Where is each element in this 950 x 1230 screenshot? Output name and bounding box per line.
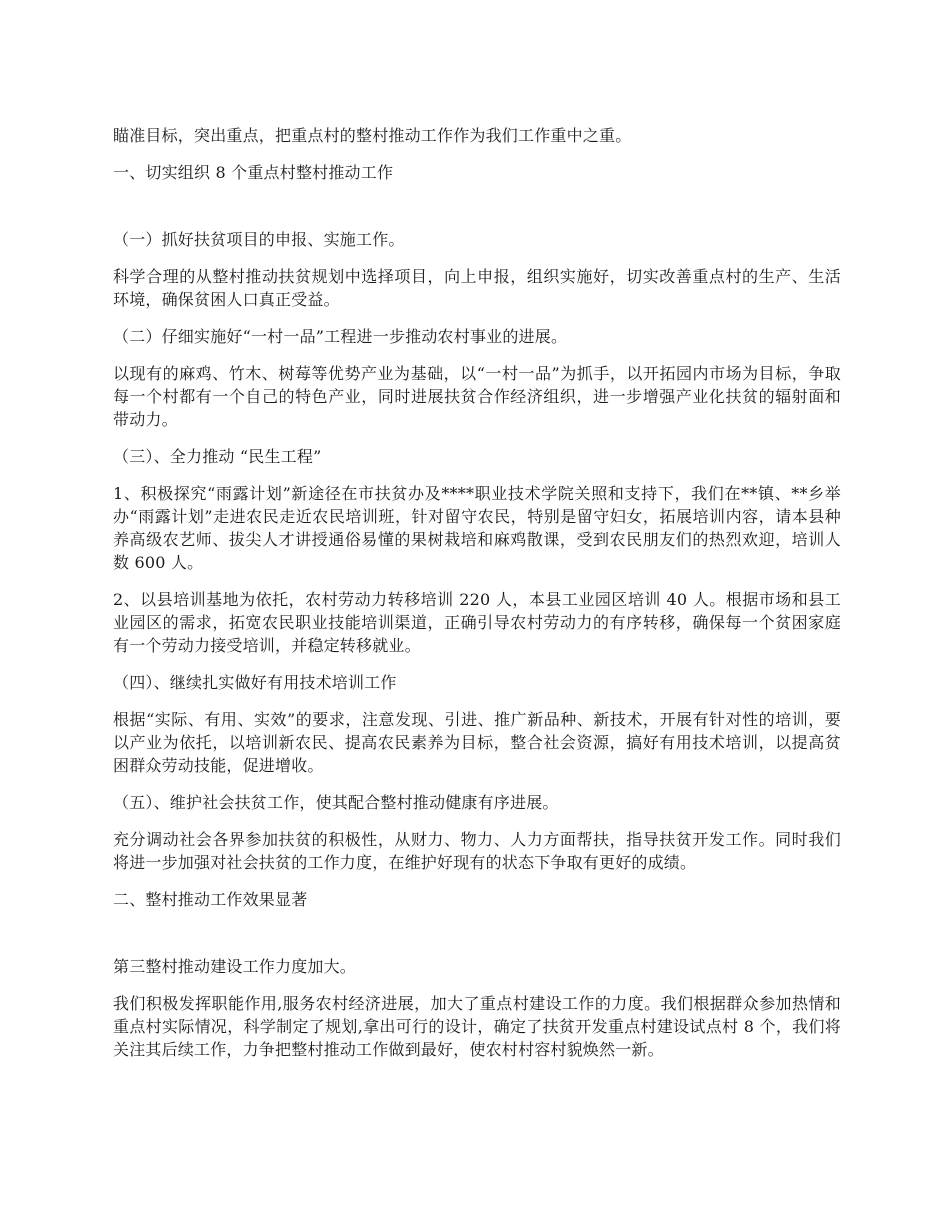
subsection-heading-2: （二）仔细实施好“一村一品”工程进一步推动农村事业的进展。 (113, 327, 568, 346)
paragraph-body: 我们积极发挥职能作用,服务农村经济进展，加大了重点村建设工作的力度。我们根据群众参加热情和重点村实际情况，科学制定了规划,拿出可行的设计，确定了扶贫开发重点村建设试点村 8 个，我们将关注其后续工作，力争把整村推动工作做到最好，使农村村容村貌焕然一新。 (113, 994, 841, 1059)
paragraph-intro: 瞄准目标，突出重点，把重点村的整村推动工作作为我们工作重中之重。 (113, 126, 632, 145)
document-body (113, 124, 841, 1075)
subsection-heading-3: （三）、全力推动 “民生工程” (113, 447, 322, 466)
subsection-heading-4: （四）、继续扎实做好有用技术培训工作 (113, 673, 397, 692)
paragraph-body: 充分调动社会各界参加扶贫的积极性，从财力、物力、人力方面帮扶，指导扶贫开发工作。同时我们将进一步加强对社会扶贫的工作力度，在维护好现有的状态下争取有更好的成绩。 (113, 830, 841, 872)
paragraph-body: 根据“实际、有用、实效”的要求，注意发现、引进、推广新品种、新技术，开展有针对性的培训，要以产业为依托，以培训新农民、提高农民素养为目标，整合社会资源，搞好有用技术培训，以提高贫困群众劳动技能，促进增收。 (113, 710, 841, 775)
subsection-heading-5: （五）、维护社会扶贫工作，使其配合整村推动健康有序进展。 (113, 793, 559, 812)
paragraph-body: 以现有的麻鸡、竹木、树莓等优势产业为基础，以“一村一品”为抓手，以开拓园内市场为目标，争取每一个村都有一个自己的特色产业，同时进展扶贫合作经济组织，进一步增强产业化扶贫的辐射面和带动力。 (113, 364, 841, 429)
subsection-heading-1: （一）抓好扶贫项目的申报、实施工作。 (113, 230, 405, 249)
paragraph-body: 1、积极探究“雨露计划”新途径在市扶贫办及****职业技术学院关照和支持下，我们在**镇、**乡举办“雨露计划”走进农民走近农民培训班，针对留守农民，特别是留守妇女，拓展培训内容，请本县种养高级农艺师、拔尖人才讲授通俗易懂的果树栽培和麻鸡散课，受到农民朋友们的热烈欢迎，培训人数 600 人。 (113, 484, 841, 572)
section-heading-2: 二、整村推动工作效果显著 (113, 890, 308, 909)
paragraph-body: 科学合理的从整村推动扶贫规划中选择项目，向上申报，组织实施好，切实改善重点村的生产、生活环境，确保贫困人口真正受益。 (113, 267, 841, 309)
subsection-heading-6: 第三整村推动建设工作力度加大。 (113, 957, 357, 976)
section-heading-1: 一、切实组织 8 个重点村整村推动工作 (113, 163, 394, 182)
paragraph-body: 2、以县培训基地为依托，农村劳动力转移培训 220 人，本县工业园区培训 40 人。根据市场和县工业园区的需求，拓宽农民职业技能培训渠道，正确引导农村劳动力的有序转移，确保每一个贫困家庭有一个劳动力接受培训，并稳定转移就业。 (113, 590, 841, 655)
